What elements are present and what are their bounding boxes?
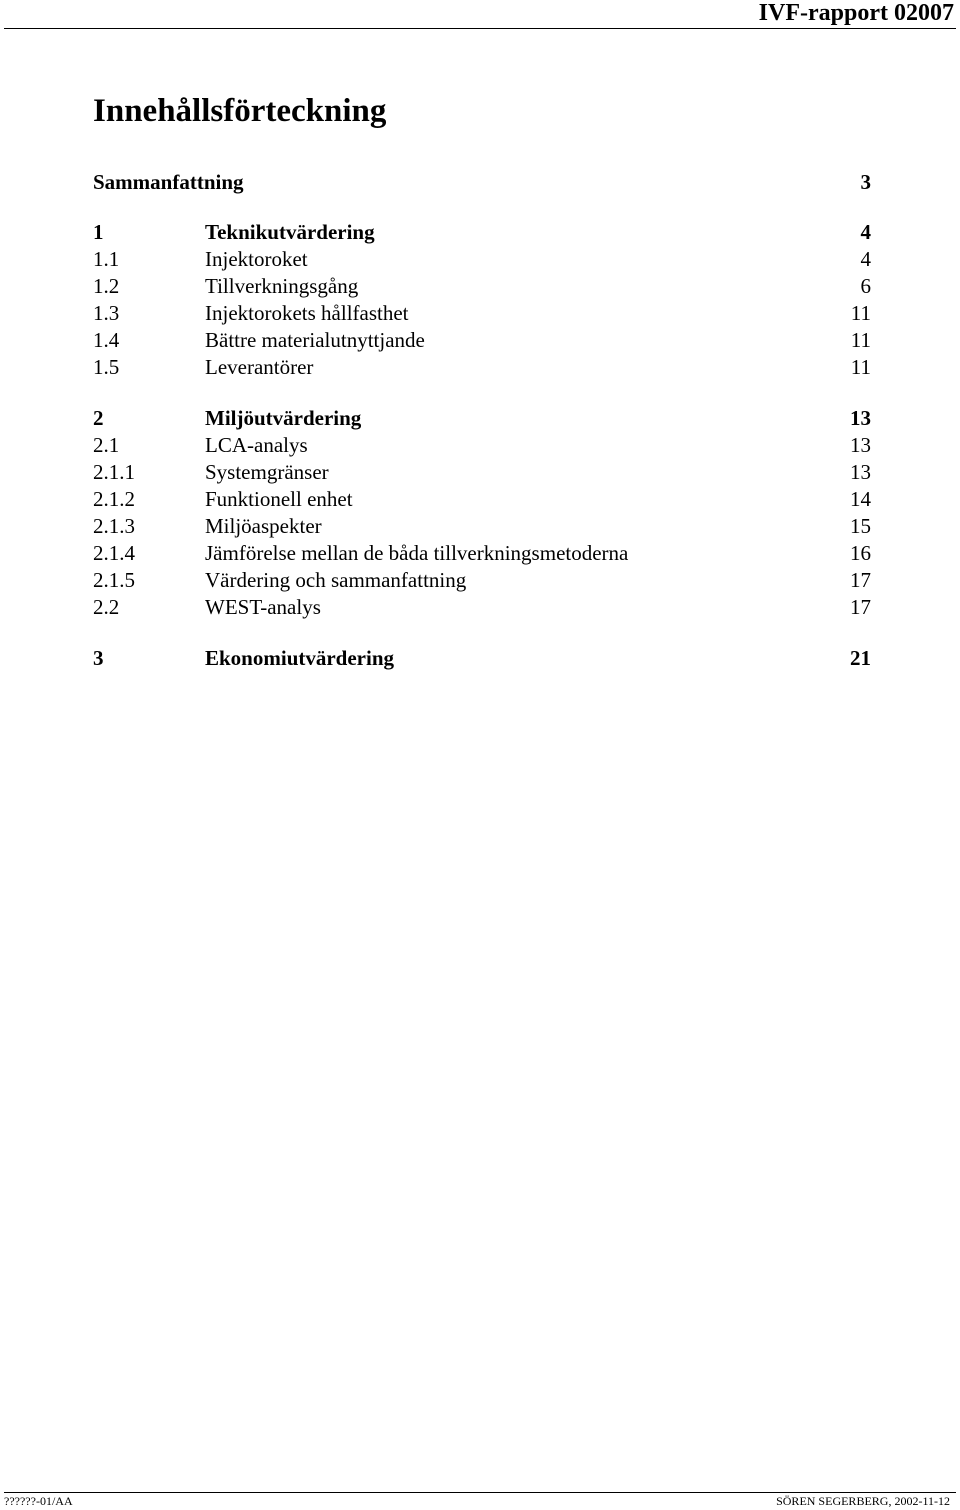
toc-section-number: 2.2 (93, 595, 120, 619)
toc-label: LCA-analys (205, 433, 308, 457)
toc-page-number: 14 (850, 487, 871, 511)
toc-entry[interactable] (93, 300, 871, 327)
toc-page-number: 4 (860, 247, 871, 271)
toc-entry[interactable] (93, 219, 871, 246)
toc-entry[interactable] (93, 273, 871, 300)
toc-section-number: 2.1.5 (93, 568, 135, 592)
toc-entry[interactable] (93, 432, 871, 459)
toc-section-number: 3 (93, 646, 104, 670)
toc-entry[interactable] (93, 327, 871, 354)
toc-entry[interactable] (93, 354, 871, 381)
toc-section-number: 2.1 (93, 433, 120, 457)
toc-entry-summary[interactable] (93, 169, 871, 196)
toc-section-number: 2 (93, 406, 104, 430)
toc-entry[interactable] (93, 486, 871, 513)
toc-section-number: 1.3 (93, 301, 120, 325)
toc-label: Bättre materialutnyttjande (205, 328, 425, 352)
toc-label: Jämförelse mellan de båda tillverkningsmetoderna (205, 541, 629, 565)
toc-label: Sammanfattning (93, 170, 244, 194)
toc-page-number: 11 (850, 355, 871, 379)
toc-page-number: 6 (860, 274, 871, 298)
toc-section-number: 1.1 (93, 247, 120, 271)
document-code: ??????-01/AA (4, 1494, 73, 1508)
toc-entry[interactable] (93, 459, 871, 486)
toc-entry[interactable] (93, 594, 871, 621)
toc-entry[interactable] (93, 405, 871, 432)
toc-page-number: 4 (860, 220, 871, 244)
toc-section-number: 2.1.4 (93, 541, 135, 565)
toc-label: WEST-analys (205, 595, 321, 619)
toc-section-number: 2.1.3 (93, 514, 135, 538)
toc-entry[interactable] (93, 645, 871, 672)
toc-section-number: 1.4 (93, 328, 120, 352)
toc-section-number: 1 (93, 220, 104, 244)
toc-label: Tillverkningsgång (205, 274, 359, 298)
toc-page-number: 21 (850, 646, 871, 670)
toc-section-number: 2.1.2 (93, 487, 135, 511)
toc-section-number: 2.1.1 (93, 460, 135, 484)
toc-page-number: 13 (850, 433, 871, 457)
toc-section-number: 1.5 (93, 355, 120, 379)
toc-page-number: 17 (850, 595, 871, 619)
page-title: Innehållsförteckning (93, 93, 387, 129)
report-id: IVF-rapport 02007 (758, 0, 954, 26)
toc-label: Värdering och sammanfattning (205, 568, 467, 592)
footer-divider (4, 1492, 956, 1493)
toc-page-number: 3 (860, 170, 871, 194)
toc-label: Miljöutvärdering (205, 406, 362, 430)
toc-label: Injektoroket (205, 247, 308, 271)
toc-label: Teknikutvärdering (205, 220, 375, 244)
toc-label: Miljöaspekter (205, 514, 322, 538)
toc-section-number: 1.2 (93, 274, 120, 298)
author-date: SÖREN SEGERBERG, 2002-11-12 (776, 1494, 950, 1508)
toc-label: Systemgränser (205, 460, 329, 484)
toc-label: Ekonomiutvärdering (205, 646, 395, 670)
toc-page-number: 11 (850, 328, 871, 352)
toc-entry[interactable] (93, 540, 871, 567)
toc-page-number: 13 (850, 460, 871, 484)
toc-entry[interactable] (93, 567, 871, 594)
toc-page-number: 11 (850, 301, 871, 325)
toc-label: Leverantörer (205, 355, 314, 379)
toc-page-number: 17 (850, 568, 871, 592)
toc-page-number: 15 (850, 514, 871, 538)
toc-page-number: 16 (850, 541, 871, 565)
toc-entry[interactable] (93, 246, 871, 273)
toc-entry[interactable] (93, 513, 871, 540)
toc-label: Funktionell enhet (205, 487, 353, 511)
header-divider (4, 28, 956, 29)
toc-label: Injektorokets hållfasthet (205, 301, 409, 325)
toc-page-number: 13 (850, 406, 871, 430)
